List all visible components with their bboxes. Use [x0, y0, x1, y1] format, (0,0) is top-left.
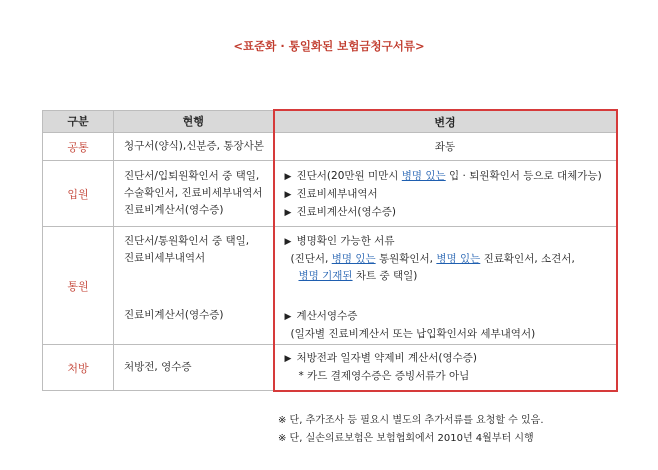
header-current: 현행 — [114, 110, 274, 133]
change-line — [285, 326, 616, 343]
change-line — [285, 268, 616, 285]
comparison-table — [42, 109, 618, 392]
change-line — [285, 186, 616, 204]
change-text: 계산서영수증 — [296, 310, 358, 322]
current-line: 수술확인서, 진료비세부내역서 — [124, 187, 263, 199]
bullet-icon: ▶ — [284, 190, 292, 200]
change-prescription — [274, 345, 617, 391]
change-common: 좌동 — [274, 133, 617, 161]
footnotes — [278, 412, 544, 448]
change-text: 병명확인 가능한 서류 — [296, 235, 395, 247]
bullet-icon: ▶ — [284, 172, 292, 182]
change-outpatient — [274, 227, 617, 345]
bullet-icon: ▶ — [284, 208, 292, 218]
current-line: 청구서(양식),신분증, 통장사본 — [124, 140, 264, 152]
change-text: * 카드 결제영수증은 증빙서류가 아님 — [298, 370, 470, 382]
bullet-icon: ▶ — [284, 312, 292, 322]
highlight-text: 병명 있는 — [436, 253, 481, 265]
bullet-icon: ▶ — [284, 354, 292, 364]
category-prescription: 처방 — [43, 345, 114, 391]
header-change: 변경 — [274, 110, 617, 133]
current-line: 진료비세부내역서 — [124, 252, 206, 264]
table-row-hospitalization — [43, 161, 617, 227]
category-hospitalization: 입원 — [43, 161, 114, 227]
current-line: 진단서/입퇴원확인서 중 택일, — [124, 170, 260, 182]
change-line — [285, 251, 616, 268]
change-text: (일자별 진료비계산서 또는 납입확인서와 세부내역서) — [290, 328, 536, 340]
highlight-text: 병명 있는 — [401, 170, 446, 182]
change-text: 차트 중 택일) — [352, 270, 418, 282]
change-hospitalization — [274, 161, 617, 227]
change-text: 진료비계산서(영수증) — [296, 206, 396, 218]
page-title: <표준화 · 통일화된 보험금청구서류> — [233, 39, 425, 53]
change-text: 처방전과 일자별 약제비 계산서(영수증) — [296, 352, 477, 364]
footnote: ※ 단, 실손의료보험은 보험협회에서 2010년 4월부터 시행 — [278, 433, 534, 444]
change-text: 입 · 퇴원확인서 등으로 대체가능) — [445, 170, 602, 182]
current-line: 처방전, 영수증 — [124, 361, 192, 373]
change-line — [285, 204, 616, 222]
current-line: 진단서/통원확인서 중 택일, — [124, 235, 250, 247]
table-header-row — [43, 110, 617, 133]
change-line — [285, 308, 616, 326]
category-outpatient: 통원 — [43, 227, 114, 345]
current-common — [114, 133, 274, 161]
current-prescription — [114, 345, 274, 391]
change-text: 진단서(20만원 미만시 — [296, 170, 402, 182]
change-line — [285, 233, 616, 251]
table-row-outpatient — [43, 227, 617, 345]
change-line — [285, 168, 616, 186]
bullet-icon: ▶ — [284, 237, 292, 247]
category-common: 공통 — [43, 133, 114, 161]
change-line — [285, 350, 616, 368]
footnote: ※ 단, 추가조사 등 필요시 별도의 추가서류를 요청할 수 있음. — [278, 415, 544, 426]
change-text: 진료확인서, 소견서, — [480, 253, 575, 265]
change-line — [285, 368, 616, 385]
table-row-prescription — [43, 345, 617, 391]
highlight-text: 병명 있는 — [331, 253, 376, 265]
current-outpatient — [114, 227, 274, 345]
highlight-text: 병명 기재된 — [298, 270, 353, 282]
table-row-common — [43, 133, 617, 161]
change-text: 통원확인서, — [375, 253, 437, 265]
current-hospitalization — [114, 161, 274, 227]
current-line: 진료비계산서(영수증) — [124, 204, 224, 216]
change-text: (진단서, — [290, 253, 332, 265]
current-line: 진료비계산서(영수증) — [124, 309, 224, 321]
change-text: 진료비세부내역서 — [296, 188, 378, 200]
header-category: 구분 — [43, 110, 114, 133]
